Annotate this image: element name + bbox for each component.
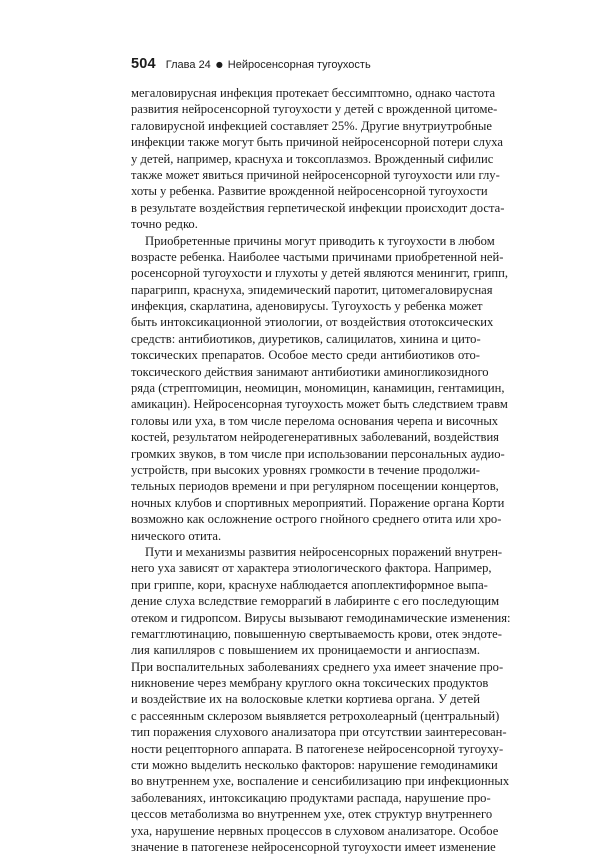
text-line: средств: антибиотиков, диуретиков, салицилатов, хинина и цито- <box>131 331 481 346</box>
text-line: При воспалительных заболеваниях среднего уха имеет значение про- <box>131 659 504 674</box>
chapter-title: Нейросенсорная тугоухость <box>227 59 371 71</box>
text-line: точно редко. <box>131 217 198 232</box>
text-line: ночных клубов и спортивных мероприятий. Поражение органа Корти <box>131 495 505 510</box>
text-line: возрасте ребенка. Наиболее частыми причинами приобретенной ней- <box>131 249 504 264</box>
running-head <box>131 56 480 78</box>
text-line: значение в патогенезе нейросенсорной тугоухости имеет изменение <box>131 839 496 854</box>
text-line: сти можно выделить несколько факторов: нарушение гемодинамики <box>131 758 498 773</box>
text-line: ряда (стрептомицин, неомицин, мономицин, канамицин, гентамицин, <box>131 381 505 396</box>
text-line: развития нейросенсорной тугоухости у детей с врожденной цитоме- <box>131 102 498 117</box>
text-line: костей, результатом нейродегенеративных заболеваний, воздействия <box>131 430 499 445</box>
text-line: тельных периодов времени и при регулярном посещении концертов, <box>131 479 499 494</box>
text-line: заболеваниях, интоксикацию продуктами распада, нарушение про- <box>131 790 491 805</box>
bullet-separator-icon: ● <box>215 60 223 69</box>
chapter-label: Глава 24 <box>165 59 211 71</box>
text-line: при гриппе, кори, краснухе наблюдается апоплектиформное выпа- <box>131 577 488 592</box>
text-line: Приобретенные причины могут приводить к тугоухости в любом <box>145 233 495 248</box>
text-line: росенсорной тугоухости и глухоты у детей являются менингит, грипп, <box>131 266 509 281</box>
text-line: у детей, например, краснуха и токсоплазмоз. Врожденный сифилис <box>131 151 494 166</box>
text-line: Пути и механизмы развития нейросенсорных поражений внутрен- <box>145 544 503 559</box>
text-line: громких звуков, в том числе при использовании персональных аудио- <box>131 446 505 461</box>
body-text <box>131 85 511 855</box>
text-line: парагрипп, краснуха, эпидемический паротит, цитомегаловирусная <box>131 282 493 297</box>
text-line: лия капилляров с повышением их проницаемости и ангиоспазм. <box>131 643 480 658</box>
text-line: также может явиться причиной нейросенсорной тугоухости или глу- <box>131 167 500 182</box>
text-line: амикацин). Нейросенсорная тугоухость может быть следствием травм <box>131 397 508 412</box>
text-line: токсических препаратов. Особое место среди антибиотиков ото- <box>131 348 480 363</box>
text-line: инфекция, скарлатина, аденовирусы. Тугоухость у ребенка может <box>131 299 483 314</box>
text-line: токсического действия занимают антибиотики аминогликозидного <box>131 364 489 379</box>
text-line: цессов метаболизма во внутреннем ухе, отек структур внутреннего <box>131 807 493 822</box>
text-line: никновение через мембрану круглого окна токсических продуктов <box>131 676 489 691</box>
text-line: быть интоксикационной этиологии, от воздействия ототоксических <box>131 315 494 330</box>
text-line: во внутреннем ухе, воспаление и сенсибилизацию при инфекционных <box>131 774 510 789</box>
text-line: дение слуха вследствие геморрагий в лабиринте с его последующим <box>131 594 500 609</box>
text-line: галовирусной инфекцией составляет 25%. Другие внутриутробные <box>131 118 492 133</box>
text-line: в результате воздействия герпетической инфекции происходит доста- <box>131 200 505 215</box>
page-number: 504 <box>131 56 156 72</box>
text-line: возможно как осложнение острого гнойного среднего отита или хро- <box>131 512 502 527</box>
text-line: уха, нарушение нервных процессов в слуховом анализаторе. Особое <box>131 823 499 838</box>
text-line: мегаловирусная инфекция протекает бессимптомно, однако частота <box>131 86 496 100</box>
text-line: и воздействие их на волосковые клетки кортиева органа. У детей <box>131 692 480 707</box>
text-line: хоты у ребенка. Развитие врожденной нейросенсорной тугоухости <box>131 184 488 199</box>
text-line: устройств, при высоких уровнях громкости в течение продолжи- <box>131 462 480 477</box>
text-line: с рассеянным склерозом выявляется ретрохолеарный (центральный) <box>131 708 500 723</box>
text-line: отеком и гидропсом. Вирусы вызывают гемодинамические изменения: <box>131 610 511 625</box>
text-line: него уха зависят от характера этиологического фактора. Например, <box>131 561 492 576</box>
text-line: тип поражения слухового анализатора при отсутствии заинтересован- <box>131 725 507 740</box>
text-line: ности рецепторного аппарата. В патогенезе нейросенсорной тугоуху- <box>131 741 504 756</box>
text-line: головы или уха, в том числе перелома основания черепа и височных <box>131 413 499 428</box>
text-line: инфекции также могут быть причиной нейросенсорной потери слуха <box>131 135 503 150</box>
text-line: нического отита. <box>131 528 222 543</box>
text-line: гемагглютинацию, повышенную свертываемость крови, отек эндоте- <box>131 626 502 641</box>
